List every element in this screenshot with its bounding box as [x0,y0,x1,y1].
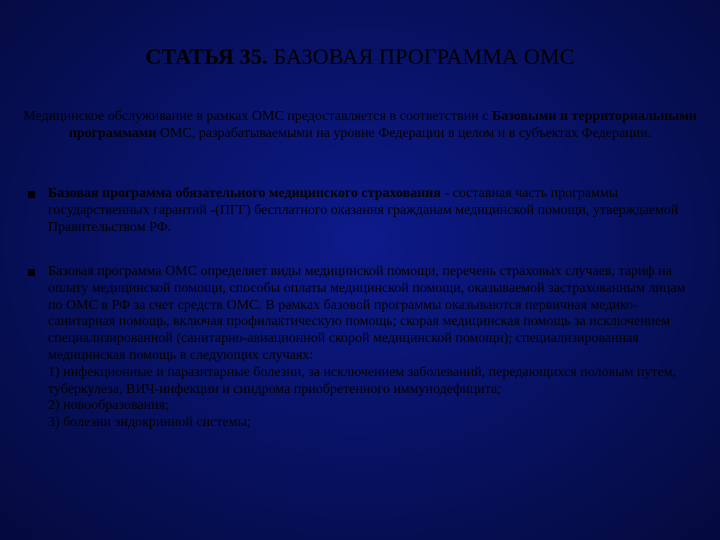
intro-text-end: ОМС, разрабатываемыми на уровне Федерации в целом и в субъектах Федерации. [156,126,652,141]
bullet-square-icon [28,269,35,276]
bullet-2-item-3: 3) болезни эндокринной системы; [48,415,251,431]
bullet-1-highlight: Базовая программа обязательного медицинского страхования [48,186,441,201]
bullet-item-2 [28,264,688,432]
bullet-1-text: - составная часть программы государственных гарантий -(ПГГ) бесплатного оказания гражданам медицинской помощи, утверждаемой Правительством РФ. [48,186,679,235]
slide-title [0,44,720,70]
title-text: БАЗОВАЯ ПРОГРАММА ОМС [273,44,575,69]
intro-text-start: Медицинское обслуживание в рамках ОМС предоставляется в соответствии с [23,109,492,124]
bullet-2-item-1: 1) инфекционные и паразитарные болезни, за исключением заболеваний, передающихся половым путем, туберкулеза, ВИЧ-инфекции и синдрома приобретенного иммунодефицита; [48,364,677,397]
bullet-2-item-2: 2) новообразования; [48,398,169,414]
bullet-item-1 [28,186,688,236]
bullet-2-paragraph: Базовая программа ОМС определяет виды медицинской помощи, перечень страховых случаев, тариф на оплату медицинской помощи, способы оплаты медицинской помощи, оказываемой застрахованным лицам по ОМС в РФ за счет средств ОМС. В рамках базовой программы оказываются первичная медико-санитарная помощь, включая профилактическую помощь; скорая медицинская помощь за исключением специализированной (санитарно-авиационной скорой медицинской помощи); специализированная медицинская помощь в следующих случаях: [48,264,686,363]
intro-highlight: Базовыми и территориальными программами [68,109,697,141]
intro-paragraph [18,108,702,142]
title-article-number: СТАТЬЯ 35. [145,44,268,69]
bullet-square-icon [28,191,35,198]
